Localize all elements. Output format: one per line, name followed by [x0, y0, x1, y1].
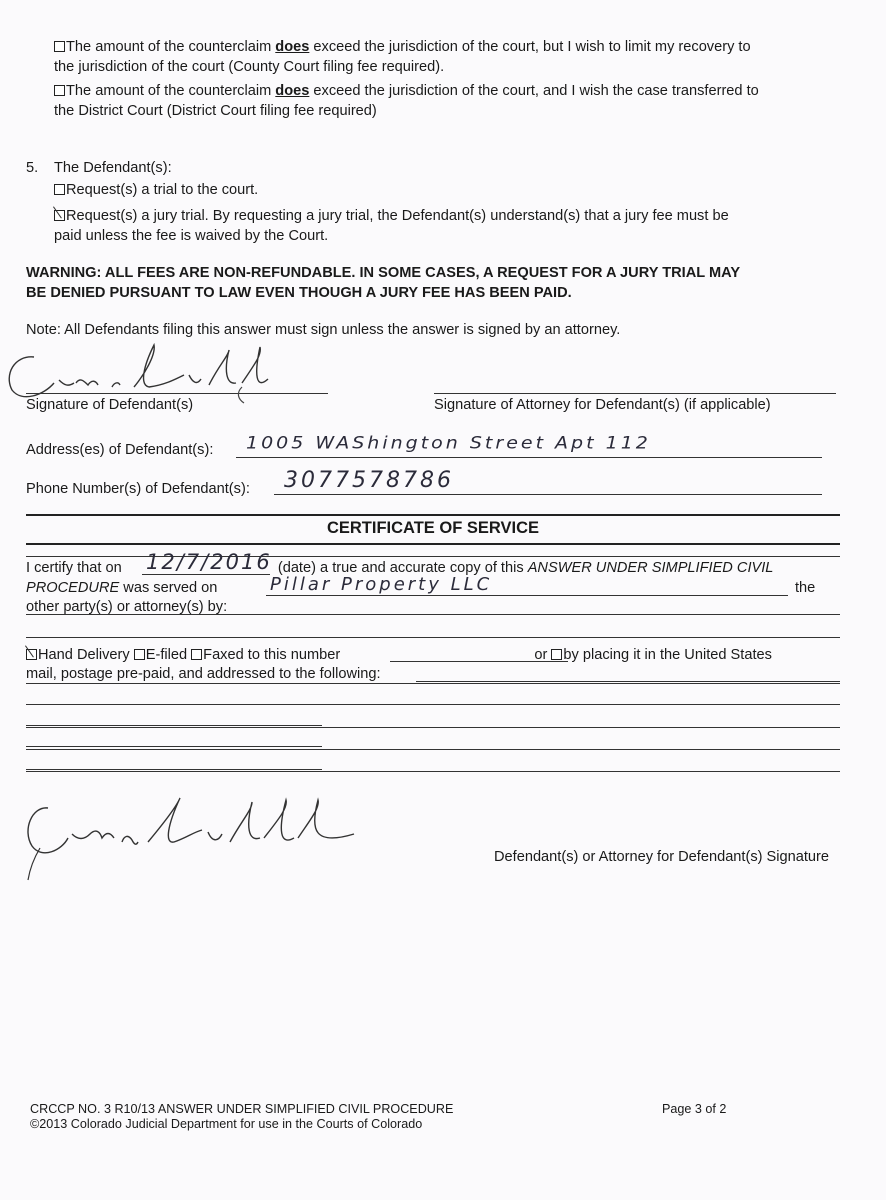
address-line: [236, 457, 822, 458]
address-rule-2: [26, 704, 840, 705]
footer-page-number: Page 3 of 2: [662, 1102, 727, 1116]
court-trial-checkbox[interactable]: [54, 184, 65, 195]
counterclaim-transfer-line2: the District Court (District Court filing fee required): [54, 103, 377, 119]
counterclaim-limit-option: The amount of the counterclaim does exceed the jurisdiction of the court, but I wish to limit my recovery to: [54, 37, 854, 57]
phone-value: 3077578786: [284, 468, 454, 493]
defendant-signature-label: Signature of Defendant(s): [26, 397, 194, 413]
address-rule-4: [26, 749, 840, 750]
certify-line2: PROCEDURE was served on: [26, 580, 218, 596]
section-number: 5.: [26, 160, 39, 176]
counterclaim-limit-line2: the jurisdiction of the court (County Court filing fee required).: [54, 59, 445, 75]
phone-label: Phone Number(s) of Defendant(s):: [26, 481, 250, 497]
address-value: 1005 WAShington Street Apt 112: [246, 433, 651, 453]
limit-checkbox[interactable]: [54, 41, 65, 52]
phone-line: [274, 494, 822, 495]
served-line: [266, 595, 788, 596]
warning-line1: WARNING: ALL FEES ARE NON-REFUNDABLE. IN SOME CASES, A REQUEST FOR A JURY TRIAL MAY: [26, 265, 741, 281]
certificate-rule-3: [26, 614, 840, 615]
footer-copyright: ©2013 Colorado Judicial Department for use in the Courts of Colorado: [30, 1117, 423, 1131]
address-short-rule-3: [26, 769, 322, 770]
defendant-signature-image: [4, 335, 274, 415]
address-label: Address(es) of Defendant(s):: [26, 442, 214, 458]
transfer-checkbox[interactable]: [54, 85, 65, 96]
fax-number-line: [390, 661, 568, 662]
address-rule-5: [26, 771, 840, 772]
address-short-rule-2: [26, 746, 322, 747]
service-signature-image: [18, 790, 358, 890]
certificate-top-rule: [26, 514, 840, 516]
note-text: Note: All Defendants filing this answer must sign unless the answer is signed by an attorney.: [26, 322, 621, 338]
certify-line3: other party(s) or attorney(s) by:: [26, 599, 228, 615]
efiled-checkbox[interactable]: [134, 649, 145, 660]
served-value: Pillar Property LLC: [270, 574, 493, 595]
service-signature-label: Defendant(s) or Attorney for Defendant(s) Signature: [494, 849, 830, 865]
warning-line2: BE DENIED PURSUANT TO LAW EVEN THOUGH A JURY FEE HAS BEEN PAID.: [26, 285, 572, 301]
delivery-methods: Hand Delivery E-filed Faxed to this number or by placing it in the United States: [26, 645, 846, 665]
date-line: [142, 574, 270, 575]
footer-form-id: CRCCP NO. 3 R10/13 ANSWER UNDER SIMPLIFIED CIVIL PROCEDURE: [30, 1102, 454, 1116]
jury-trial-option: Request(s) a jury trial. By requesting a jury trial, the Defendant(s) understand(s) that a jury fee must be: [54, 206, 854, 226]
section-heading: The Defendant(s):: [54, 160, 172, 176]
certificate-rule-4: [26, 637, 840, 638]
jury-trial-line2: paid unless the fee is waived by the Court.: [54, 228, 329, 244]
court-trial-option: Request(s) a trial to the court.: [54, 180, 258, 200]
address-rule-3: [26, 727, 840, 728]
mail-address-line-first: [416, 681, 840, 682]
date-value: 12/7/2016: [146, 550, 272, 574]
attorney-signature-line: [434, 393, 836, 394]
certify-line1: I certify that on (date) a true and accurate copy of this ANSWER UNDER SIMPLIFIED CIVIL: [26, 560, 774, 576]
address-short-rule-1: [26, 725, 322, 726]
address-rule-1: [26, 683, 840, 684]
the-text: the: [795, 580, 816, 596]
certificate-title-rule: [26, 543, 840, 545]
certificate-title: CERTIFICATE OF SERVICE: [326, 519, 540, 537]
jury-trial-checkbox[interactable]: [54, 210, 65, 221]
mail-line2: mail, postage pre-paid, and addressed to the following:: [26, 666, 381, 682]
counterclaim-transfer-option: The amount of the counterclaim does exceed the jurisdiction of the court, and I wish the case transferred to: [54, 81, 854, 101]
faxed-checkbox[interactable]: [191, 649, 202, 660]
attorney-signature-label: Signature of Attorney for Defendant(s) (if applicable): [434, 397, 771, 413]
mail-checkbox[interactable]: [551, 649, 562, 660]
hand-delivery-checkbox[interactable]: [26, 649, 37, 660]
